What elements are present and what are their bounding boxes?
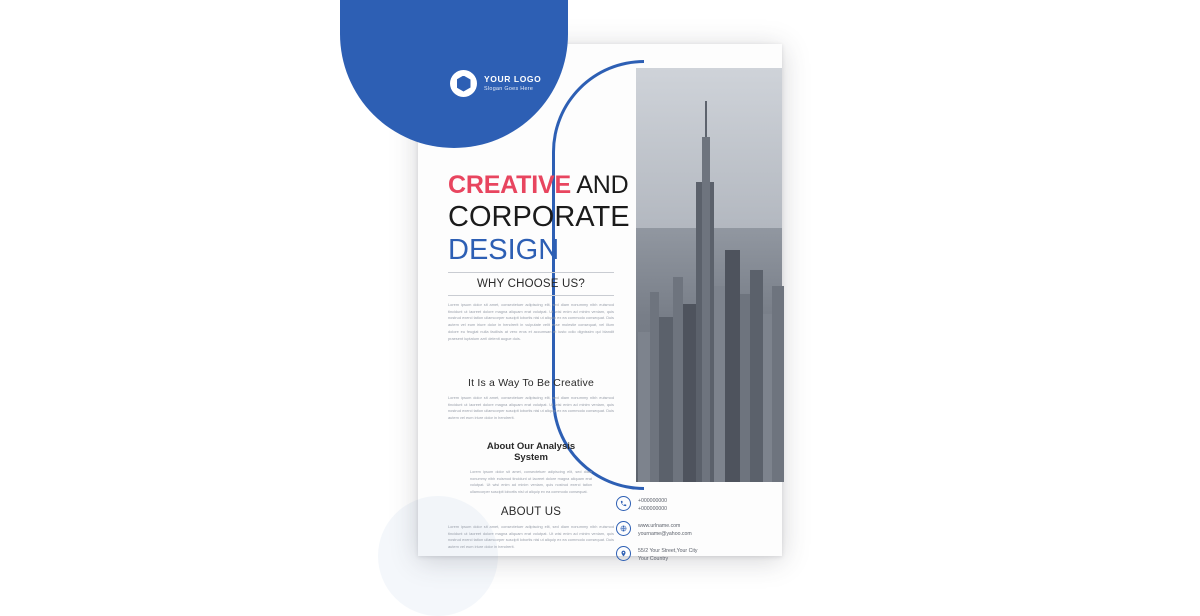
photo-building [650, 292, 659, 482]
city-skyline-photo [636, 68, 782, 482]
logo-text-group [484, 75, 541, 92]
photo-building [659, 317, 673, 482]
phone-primary: +000000000 [638, 498, 667, 504]
photo-building [772, 286, 784, 482]
photo-image [636, 68, 782, 482]
section-body: Lorem ipsum dolor sit amet, consectetuer adipiscing elit, sed diam nonummy nibh euismod tincidunt ut laoreet dolore magna aliquam erat volutpat. Ut wisi enim ad minim veniam, quis nostrud exerci tation ullamcorper suscipit lobortis nisl ut aliquip ex ea commodo consequat. Duis autem vel eum iriure dolor in hendrerit in vulputate velit esse molestie consequat, vel illum dolore eu feugiat nulla facilisis at vero eros et accumsan et iusto odio dignissim qui blandit praesent luptatum zzril delenit augue duis. [448, 302, 614, 341]
logo-title: YOUR LOGO [484, 74, 542, 85]
section-about-us [448, 506, 614, 551]
photo-building [740, 294, 750, 482]
section-title: It Is a Way To Be Creative [468, 377, 594, 389]
email: yourname@yahoo.com [638, 531, 692, 538]
contact-block [616, 496, 766, 571]
hexagon-icon [457, 76, 471, 92]
address-line-1: 55/2 Your Street,Your City [638, 548, 698, 555]
contact-web-row[interactable] [616, 521, 766, 538]
section-title: ABOUT US [500, 506, 562, 518]
phone-icon [616, 496, 631, 511]
contact-phone-text [638, 496, 667, 513]
logo-slogan: Slogan Goes Here [484, 85, 534, 92]
section-title: WHY CHOOSE US? [448, 272, 614, 296]
website: www.urlname.com [638, 523, 681, 530]
section-way-to-be-creative [448, 377, 614, 422]
photo-tower-spire [705, 101, 707, 137]
phone-secondary: +000000000 [638, 506, 667, 513]
contact-address-text [638, 546, 698, 563]
headline-line-3: DESIGN [448, 234, 560, 267]
contact-phone-row[interactable] [616, 496, 766, 513]
address-line-2: Your Country [638, 556, 669, 563]
headline-word-creative: CREATIVE [448, 171, 571, 199]
photo-building [725, 250, 740, 482]
flyer-card[interactable] [418, 44, 782, 563]
headline [448, 172, 698, 267]
photo-tower-body [702, 137, 710, 482]
photo-building [714, 286, 725, 482]
logo[interactable] [450, 70, 541, 97]
headline-word-and: AND [576, 171, 629, 199]
section-body: Lorem ipsum dolor sit amet, consectetuer adipiscing elit, sed diam nonummy nibh euismod tincidunt ut laoreet dolore magna aliquam erat volutpat. Ut wisi enim ad minim veniam, quis nostrud exerci tation ullamcorper suscipit lobortis nisl ut aliquip ex ea commodo consequat. Duis autem vel eum iriure dolor in hendrerit. [448, 524, 614, 550]
headline-line-2: CORPORATE [448, 201, 630, 233]
map-pin-icon [616, 546, 631, 561]
photo-building [638, 332, 650, 482]
contact-address-row[interactable] [616, 546, 766, 563]
section-about-analysis-system [470, 441, 592, 495]
photo-building [750, 270, 763, 482]
photo-building [673, 277, 683, 482]
section-body: Lorem ipsum dolor sit amet, consectetuer adipiscing elit, sed diam nonummy nibh euismod tincidunt ut laoreet dolore magna aliquam erat volutpat. Ut wisi enim ad minim veniam, quis nostrud exerci tation ullamcorper suscipit lobortis nisl ut aliquip ex ea commodo consequat. Duis autem vel eum iriure dolor in hendrerit. [448, 395, 614, 421]
photo-building [763, 314, 772, 482]
logo-badge [450, 70, 477, 97]
globe-icon [616, 521, 631, 536]
section-body: Lorem ipsum dolor sit amet, consectetuer adipiscing elit, sed diam nonummy nibh euismod tincidunt ut laoreet dolore magna aliquam erat volutpat. Ut wisi enim ad minim veniam, quis nostrud exerci tation ullamcorper suscipit lobortis nisl ut aliquip ex ea commodo consequat. [470, 470, 592, 494]
headline-line-1 [448, 172, 698, 199]
photo-building [683, 304, 696, 482]
contact-web-text [638, 521, 692, 538]
section-why-choose-us [448, 272, 614, 342]
section-title: About Our Analysis System [486, 441, 576, 463]
flyer-canvas [418, 44, 782, 563]
